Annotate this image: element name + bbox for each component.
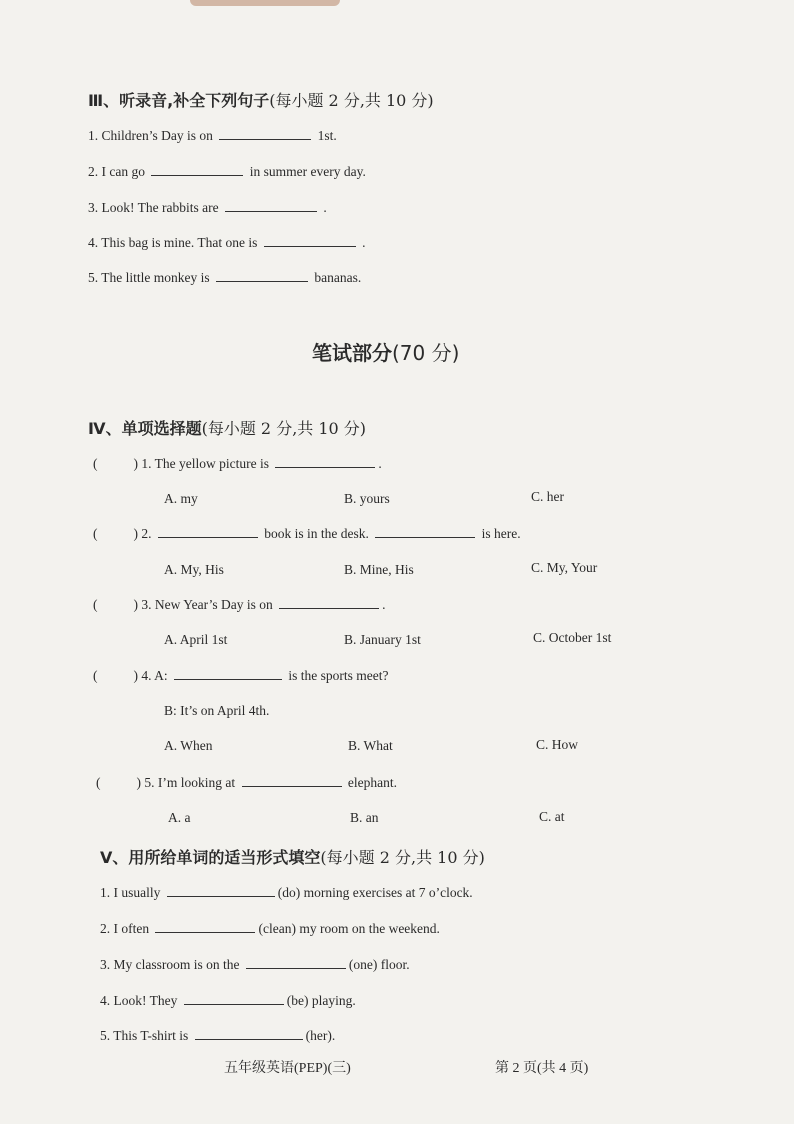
answer-blank [242,774,342,787]
question-text: is here. [481,526,521,541]
question-text: A: [154,668,168,683]
item-num: 4. [100,993,111,1008]
question-text: is the sports meet? [288,668,389,683]
item-text: (her). [305,1028,336,1043]
answer-blank[interactable] [246,956,346,969]
item-text: (one) floor. [348,957,410,972]
item-text: in summer every day. [249,164,366,179]
option-b: B. yours [344,491,390,506]
item-text: Look! They [113,993,178,1008]
question-num: 2. [141,526,152,541]
answer-paren-close: ) [133,668,138,683]
part3-item-5 [88,269,361,286]
item-num: 3. [88,200,99,215]
part5-item-2 [100,920,440,937]
answer-blank[interactable] [225,199,317,212]
question-text: elephant. [347,775,397,790]
part5-heading-note: (每小题 2 分,共 10 分) [320,848,485,867]
question-num: 1. [141,456,152,471]
item-num: 1. [88,128,99,143]
answer-blank [279,596,379,609]
item-text: I can go [101,164,145,179]
item-text: I often [113,921,150,936]
part5-item-3 [100,956,410,973]
answer-paren-open: ( [93,668,98,683]
part5-heading-text: Ⅴ、用所给单词的适当形式填空 [100,848,321,867]
option-a: A. a [168,810,191,825]
part3-heading [88,88,434,111]
written-section-title [312,337,459,366]
question-text: . [382,597,386,612]
item-text: bananas. [314,270,362,285]
option-c: C. October 1st [533,630,612,645]
part5-item-5 [100,1027,335,1044]
question-num: 5. [144,775,155,790]
mc-question-4 [93,667,389,684]
item-num: 2. [100,921,111,936]
item-num: 5. [88,270,99,285]
question-num: 4. [141,668,152,683]
part5-item-4 [100,992,356,1009]
option-b: B. an [350,810,379,825]
item-text: Children’s Day is on [101,128,213,143]
part3-item-2 [88,163,366,180]
part3-item-1 [88,127,337,144]
item-num: 5. [100,1028,111,1043]
mc-question-5 [96,774,397,791]
question-text: The yellow picture is [154,456,269,471]
item-num: 3. [100,957,111,972]
answer-paren-close: ) [133,597,138,612]
answer-blank[interactable] [167,884,275,897]
answer-blank[interactable] [155,920,255,933]
item-text: My classroom is on the [113,957,240,972]
item-text: This T-shirt is [113,1028,189,1043]
answer-blank[interactable] [184,992,284,1005]
option-c: C. at [539,809,565,824]
item-num: 4. [88,235,99,250]
answer-paren-open: ( [93,597,98,612]
option-b: B. Mine, His [344,562,414,577]
scan-stain [190,0,340,6]
answer-blank [158,525,258,538]
item-text: The little monkey is [101,270,210,285]
item-text: . [362,235,366,250]
option-a: A. my [164,491,198,506]
answer-blank [375,525,475,538]
part4-heading-note: (每小题 2 分,共 10 分) [201,419,367,438]
mc-question-3 [93,596,386,613]
answer-blank [174,667,282,680]
question-num: 3. [141,597,152,612]
footer-subject: 五年级英语(PEP)(三) [224,1061,351,1076]
item-text: 1st. [317,128,337,143]
part5-heading [100,845,485,868]
answer-blank[interactable] [264,234,356,247]
answer-paren-open: ( [93,456,98,471]
item-num: 2. [88,164,99,179]
part3-heading-note: (每小题 2 分,共 10 分) [269,91,434,110]
answer-blank[interactable] [219,127,311,140]
part4-heading-text: Ⅳ、单项选择题 [88,419,202,438]
answer-blank[interactable] [195,1027,303,1040]
item-num: 1. [100,885,111,900]
item-text: (clean) my room on the weekend. [258,921,440,936]
footer-page-number: 第 2 页(共 4 页) [495,1061,589,1076]
item-text: . [323,200,327,215]
question-text: book is in the desk. [264,526,369,541]
option-c: C. her [531,489,564,504]
item-text: This bag is mine. That one is [101,235,258,250]
dialogue-line-b: B: It’s on April 4th. [164,703,270,718]
option-c: C. How [536,737,579,752]
question-text: New Year’s Day is on [154,597,273,612]
answer-blank[interactable] [216,269,308,282]
answer-blank[interactable] [151,163,243,176]
option-c: C. My, Your [531,560,598,575]
question-text: I’m looking at [157,775,236,790]
part3-item-4 [88,234,366,251]
answer-paren-close: ) [133,526,138,541]
answer-blank [275,455,375,468]
option-b: B. What [348,738,393,753]
item-text: Look! The rabbits are [101,200,219,215]
answer-paren-open: ( [93,526,98,541]
part3-heading-text: Ⅲ、听录音,补全下列句子 [88,91,270,110]
option-b: B. January 1st [344,632,421,647]
question-text: . [378,456,382,471]
option-a: A. When [164,738,213,753]
part5-item-1 [100,884,473,901]
item-text: (be) playing. [286,993,356,1008]
mc-question-2 [93,525,521,542]
item-text: (do) morning exercises at 7 o’clock. [277,885,473,900]
written-title-text: 笔试部分 [312,341,392,365]
part3-item-3 [88,199,327,216]
answer-paren-close: ) [133,456,138,471]
answer-paren-close: ) [136,775,141,790]
part4-heading [88,416,366,439]
option-a: A. My, His [164,562,224,577]
item-text: I usually [113,885,161,900]
answer-paren-open: ( [96,775,101,790]
mc-question-1 [93,455,382,472]
option-a: A. April 1st [164,632,228,647]
written-title-note: (70 分) [392,341,460,365]
